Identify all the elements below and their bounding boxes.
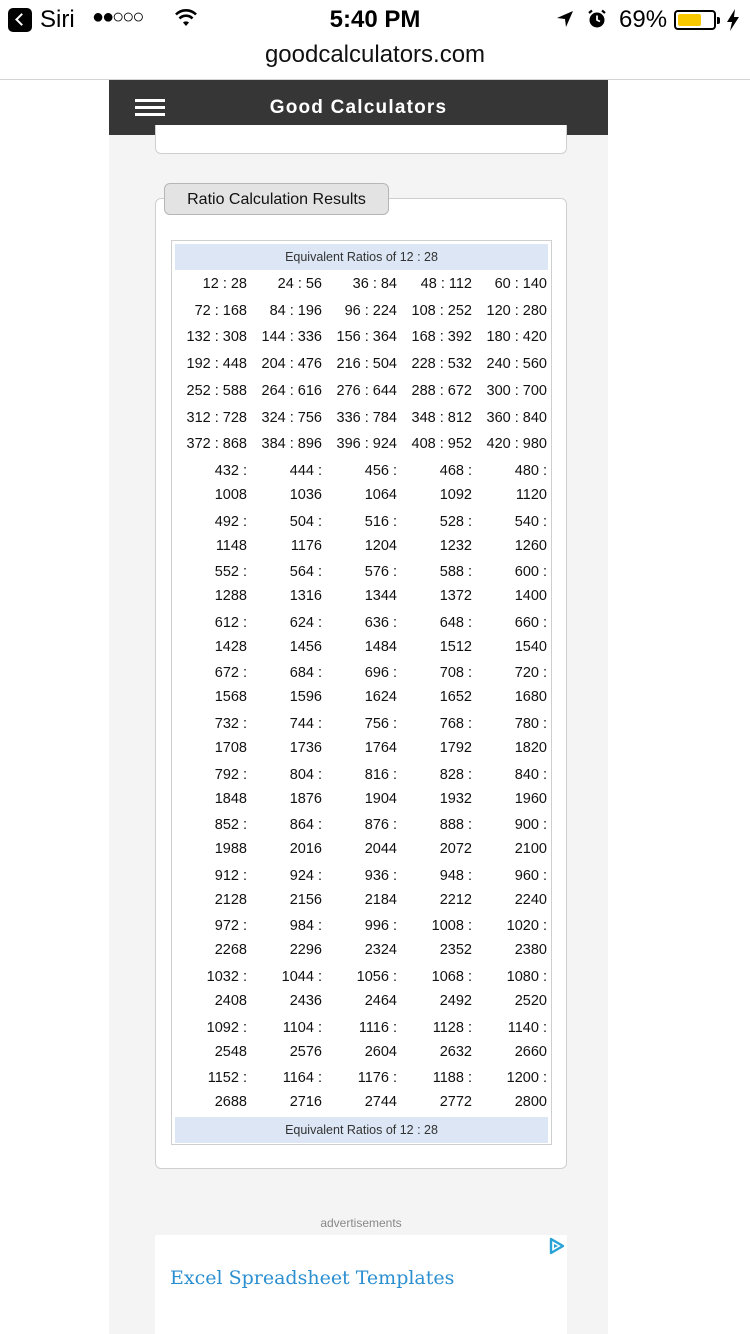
alarm-icon [587,9,607,29]
ratio-cell: 372 : 868 [186,436,247,453]
ratio-cell-antecedent: 720 : [514,665,547,682]
ratio-cell: 276 : 644 [336,382,397,399]
ratio-cell: 336 : 784 [336,409,397,426]
ratio-cell-antecedent: 540 : [514,513,547,530]
ratio-cell-consequent: 1260 [514,537,547,554]
ratio-cell-antecedent: 756 : [364,716,397,732]
ratio-cell-antecedent: 456 : [364,463,397,479]
ratio-cell-antecedent: 444 : [289,463,322,479]
ratio-cell-consequent: 1176 [290,537,322,554]
ratio-cell-antecedent: 1092 : [206,1019,247,1036]
ratio-cell-antecedent: 912 : [214,867,247,884]
ratio-cell-consequent: 1008 [214,487,247,503]
ratio-cell-consequent: 2716 [289,1094,322,1111]
ratio-cell: 348 : 812 [411,409,472,426]
ratio-cell-antecedent: 1152 : [207,1070,247,1087]
ratio-cell: 24 : 56 [277,276,322,292]
ratio-cell-consequent: 1400 [514,588,547,605]
ratio-cell-antecedent: 780 : [514,716,547,732]
ratio-cell-antecedent: 576 : [364,564,397,581]
url-domain[interactable]: goodcalculators.com [264,41,486,68]
table-caption-bottom: Equivalent Ratios of 12 : 28 [175,1117,548,1143]
ratio-cell-consequent: 1596 [289,689,322,706]
ratio-cell-antecedent: 792 : [214,766,247,783]
previous-panel [155,125,567,154]
url-bar[interactable] [0,40,750,80]
ratio-cell-antecedent: 468 : [439,463,472,479]
ratio-cell-antecedent: 1200 : [506,1070,547,1087]
ratio-cell: 324 : 756 [261,409,322,426]
ratio-cell-antecedent: 864 : [289,817,322,834]
ratio-cell-consequent: 2660 [514,1043,547,1060]
ratio-cell-consequent: 2688 [214,1094,247,1111]
ratio-cell-antecedent: 1188 : [432,1070,472,1087]
ratio-cell: 192 : 448 [186,356,247,373]
ratio-cell: 360 : 840 [486,409,547,426]
ratio-cell-antecedent: 696 : [364,665,397,682]
ratio-cell-consequent: 1092 [439,487,472,503]
ratio-cell-antecedent: 888 : [439,817,472,834]
ratio-cell-antecedent: 516 : [364,513,397,530]
ratio-cell-consequent: 2128 [214,891,247,908]
ratio-cell: 204 : 476 [261,356,322,373]
ratio-cell-antecedent: 480 : [514,463,547,479]
ratio-cell-consequent: 1232 [439,537,472,554]
ratio-cell-antecedent: 660 : [514,614,547,631]
ratio-cell-consequent: 2324 [364,942,397,959]
ratio-cell-antecedent: 1140 : [507,1019,547,1036]
ratio-cell-antecedent: 648 : [439,614,472,631]
ratio-cell-consequent: 1848 [214,790,247,807]
battery-icon [674,10,716,30]
ratio-cell-antecedent: 1164 : [282,1070,322,1087]
ratio-cell-antecedent: 504 : [289,513,322,530]
ratio-cell-consequent: 1792 [439,740,472,756]
ratio-cell: 120 : 280 [486,302,547,319]
ratio-cell-consequent: 1820 [514,740,547,756]
ratio-cell-antecedent: 1044 : [281,969,322,985]
ratio-cell-consequent: 2212 [439,891,472,908]
ratio-cell-antecedent: 1068 : [431,969,472,985]
ratio-cell-consequent: 2464 [364,993,397,1009]
ratio-cell-consequent: 1568 [214,689,247,706]
ratio-cell-antecedent: 972 : [214,918,247,935]
ratio-cell-consequent: 1876 [289,790,322,807]
ratio-cell: 36 : 84 [352,276,397,292]
ratio-cell-consequent: 2800 [514,1094,547,1111]
ratio-cell-antecedent: 528 : [439,513,472,530]
battery-percent: 69% [619,6,668,33]
ratio-cell-consequent: 2100 [514,841,547,858]
ad-link[interactable]: Excel Spreadsheet Templates [170,1267,455,1289]
ratio-cell-antecedent: 732 : [214,716,247,732]
ratio-cell-consequent: 2380 [514,942,547,959]
ratio-cell-antecedent: 984 : [289,918,322,935]
ratio-cell-antecedent: 804 : [289,766,322,783]
ratio-cell-consequent: 2576 [289,1043,322,1060]
ratio-cell-consequent: 2408 [214,993,247,1009]
ratio-cell: 132 : 308 [186,329,247,346]
ratio-cell-consequent: 1428 [214,638,247,655]
ratio-cell-consequent: 2744 [364,1094,397,1111]
ratio-cell-consequent: 1456 [289,638,322,655]
ratio-cell-consequent: 1204 [364,537,397,554]
clock: 5:40 PM [329,6,421,33]
ratio-cell: 240 : 560 [486,356,547,373]
ratio-cell-consequent: 1288 [214,588,247,605]
ratio-cell-consequent: 1064 [364,487,397,503]
ratio-cell-antecedent: 1032 : [206,969,247,985]
ratio-cell-antecedent: 1176 : [357,1070,397,1087]
location-arrow-icon [556,10,574,28]
ratio-cell: 420 : 980 [486,436,547,453]
ratio-cell-consequent: 2632 [439,1043,472,1060]
ratio-cell-antecedent: 960 : [514,867,547,884]
ratio-cell-antecedent: 924 : [289,867,322,884]
ratio-cell: 408 : 952 [411,436,472,453]
ratio-cell-antecedent: 492 : [214,513,247,530]
ratio-cell-antecedent: 876 : [364,817,397,834]
ratio-cell-consequent: 1316 [289,588,322,605]
adchoices-icon[interactable] [547,1237,565,1255]
ratio-cell-consequent: 2520 [514,993,547,1009]
ratio-cell-consequent: 2492 [439,993,472,1009]
ratio-cell: 216 : 504 [336,356,397,373]
back-app-label[interactable]: Siri [40,6,75,33]
ratio-cell: 384 : 896 [261,436,322,453]
ratio-cell-consequent: 2548 [214,1043,247,1060]
ratio-cell-consequent: 1764 [364,740,397,756]
ratio-cell: 288 : 672 [411,382,472,399]
ratio-cell-antecedent: 768 : [439,716,472,732]
ratio-cell-antecedent: 828 : [439,766,472,783]
ratio-cell-consequent: 1624 [364,689,397,706]
ratio-cell-consequent: 1708 [214,740,247,756]
ratio-cell-consequent: 2268 [214,942,247,959]
ratio-cell-antecedent: 1104 : [282,1019,322,1036]
table-caption-top: Equivalent Ratios of 12 : 28 [175,244,548,270]
ratio-cell-consequent: 1932 [439,790,472,807]
ratio-cell: 396 : 924 [336,436,397,453]
ratio-cell-antecedent: 900 : [514,817,547,834]
results-legend: Ratio Calculation Results [164,183,389,215]
ratio-cell-antecedent: 1116 : [358,1019,397,1036]
ratio-cell-consequent: 1652 [439,689,472,706]
ratio-cell-consequent: 2184 [364,891,397,908]
ratio-cell-antecedent: 708 : [439,665,472,682]
ratio-cell: 108 : 252 [411,302,472,319]
site-title[interactable]: Good Calculators [269,97,448,118]
ratio-cell-antecedent: 588 : [439,564,472,581]
ratio-cell: 144 : 336 [261,329,322,346]
ratio-cell-consequent: 1736 [289,740,322,756]
ratio-cell: 12 : 28 [202,276,247,292]
ratio-cell-consequent: 2044 [364,841,397,858]
ads-label: advertisements [320,1216,402,1230]
status-bar [0,0,750,40]
ratio-cell-antecedent: 564 : [289,564,322,581]
ratio-cell-antecedent: 744 : [289,716,322,732]
ratio-cell-antecedent: 432 : [214,463,247,479]
ratio-cell-antecedent: 936 : [364,867,397,884]
ratio-cell-antecedent: 852 : [214,817,247,834]
ad-banner[interactable] [155,1235,567,1334]
ratio-cell-antecedent: 672 : [214,665,247,682]
ratio-cell-antecedent: 552 : [214,564,247,581]
ratio-cell-antecedent: 1080 : [506,969,547,985]
ratio-cell: 168 : 392 [411,329,472,346]
ratio-cell-consequent: 1120 [515,487,547,503]
ratio-cell-consequent: 1988 [214,841,247,858]
ratio-cell-consequent: 1036 [289,487,322,503]
ratio-cell-antecedent: 636 : [364,614,397,631]
ratio-cell-consequent: 2352 [439,942,472,959]
ratio-cell-consequent: 2296 [289,942,322,959]
ratio-cell-antecedent: 612 : [214,614,247,631]
ratio-cell-consequent: 1148 [215,537,247,554]
ratio-cell: 84 : 196 [269,302,322,319]
ratio-cell: 300 : 700 [486,382,547,399]
ratio-cell-antecedent: 816 : [364,766,397,783]
ratio-cell-consequent: 2604 [364,1043,397,1060]
ratio-cell-antecedent: 1020 : [506,918,547,935]
ratio-cell-consequent: 2240 [514,891,547,908]
ratio-cell-antecedent: 624 : [289,614,322,631]
ratio-cell: 60 : 140 [494,276,547,292]
ratio-cell: 156 : 364 [336,329,397,346]
signal-strength: ●●○○○ [92,6,143,28]
ratio-cell-consequent: 1512 [439,638,472,655]
charging-bolt-icon [726,9,740,31]
ratio-cell-antecedent: 1008 : [431,918,472,935]
ratio-cell-consequent: 2072 [439,841,472,858]
ratio-cell-consequent: 1372 [439,588,472,605]
ratio-cell: 228 : 532 [411,356,472,373]
ratio-cell-antecedent: 840 : [514,766,547,783]
ratio-cell-consequent: 2156 [289,891,322,908]
ratio-cell-consequent: 1344 [364,588,397,605]
ratio-cell: 48 : 112 [420,276,472,292]
ratio-cell: 264 : 616 [261,382,322,399]
ratio-cell-consequent: 1960 [514,790,547,807]
ratio-cell: 252 : 588 [186,382,247,399]
ratio-cell: 96 : 224 [344,302,397,319]
ratio-cell-consequent: 1904 [364,790,397,807]
ratio-cell: 180 : 420 [486,329,547,346]
ratio-cell: 312 : 728 [186,409,247,426]
ratio-cell-antecedent: 600 : [514,564,547,581]
ratio-cell-antecedent: 948 : [439,867,472,884]
ratio-cell-antecedent: 1056 : [356,969,397,985]
ratio-cell: 72 : 168 [194,302,247,319]
ratio-cell-consequent: 2772 [439,1094,472,1111]
ratio-cell-consequent: 1484 [364,638,397,655]
ratio-cell-antecedent: 684 : [289,665,322,682]
ratio-cell-consequent: 1540 [514,638,547,655]
ratio-cell-antecedent: 996 : [364,918,397,935]
battery-level [678,14,701,26]
ratio-cell-antecedent: 1128 : [432,1019,472,1036]
ratio-cell-consequent: 2436 [289,993,322,1009]
ratio-cell-consequent: 1680 [514,689,547,706]
ratio-cell-consequent: 2016 [289,841,322,858]
